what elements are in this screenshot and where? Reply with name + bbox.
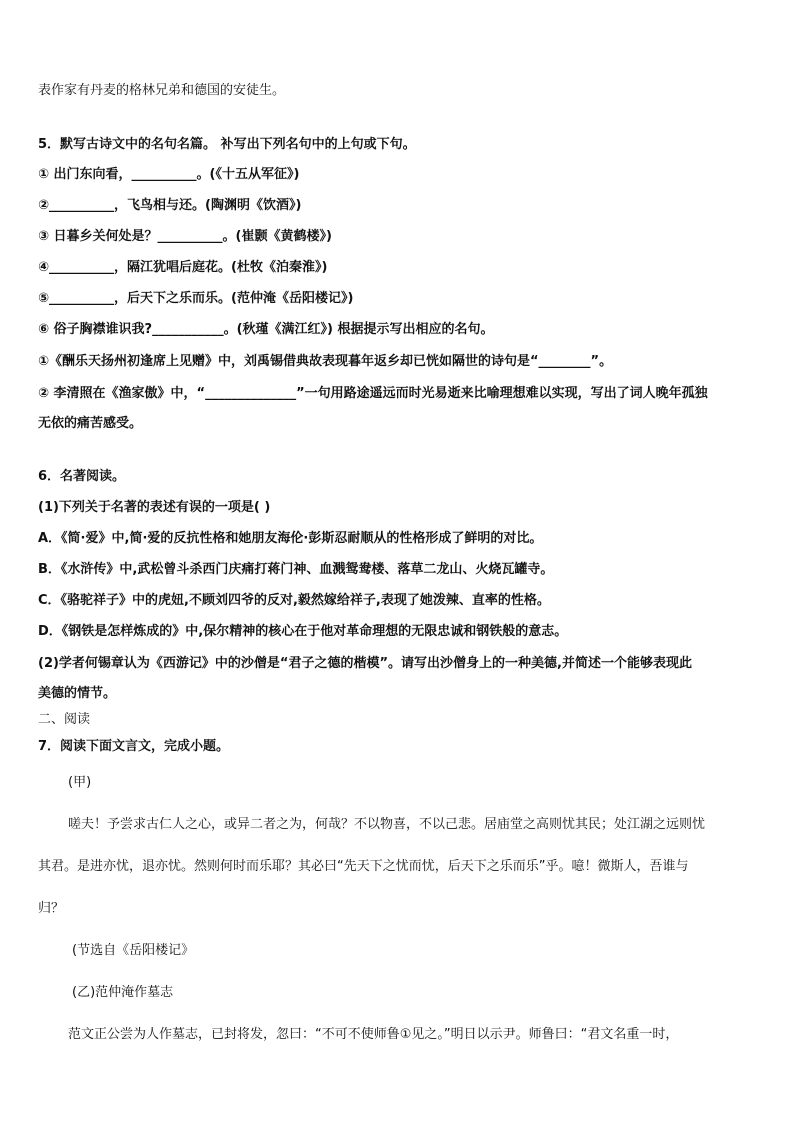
passage-a-line-3: 归？ bbox=[38, 901, 65, 916]
question-5-item-6: ⑥ 俗子胸襟谁识我?___________。(秋瑾《满江红》) 根据提示写出相应的名句。 bbox=[38, 322, 494, 337]
question-5-heading: 5．默写古诗文中的名句名篇。 补写出下列名句中的上句或下句。 bbox=[38, 137, 416, 152]
question-6-part-2: (2)学者何锡章认为《西游记》中的沙僧是“君子之德的楷模”。请写出沙僧身上的一种美德,并简述一个能够表现此 bbox=[38, 656, 692, 671]
question-5-item-1: ① 出门东向看，__________。(《十五从军征》) bbox=[38, 167, 300, 182]
question-5-prompt-2: ② 李清照在《渔家傲》中，“______________”一句用路途遥远而时光易逝来比喻理想难以实现，写出了词人晚年孤独 bbox=[38, 386, 708, 401]
option-d: D．《钢铁是怎样炼成的》中,保尔精神的核心在于他对革命理想的无限忠诚和钢铁般的意志。 bbox=[38, 624, 568, 639]
question-5-item-4: ④__________，隔江犹唱后庭花。(杜牧《泊秦淮》) bbox=[38, 260, 328, 275]
option-b: B．《水浒传》中,武松曾斗杀西门庆痛打蒋门神、血溅鸳鸯楼、落草二龙山、火烧瓦罐寺。 bbox=[38, 562, 554, 577]
option-a: A．《简·爱》中,简·爱的反抗性格和她朋友海伦·彭斯忍耐顺从的性格形成了鲜明的对比。 bbox=[38, 531, 543, 546]
passage-a-label: (甲) bbox=[68, 775, 92, 790]
passage-b-title: (乙)范仲淹作墓志 bbox=[72, 985, 174, 1000]
text-line: 表作家有丹麦的格林兄弟和德国的安徒生。 bbox=[38, 83, 286, 98]
question-6-part-2-cont: 美德的情节。 bbox=[38, 686, 117, 701]
passage-b-line-1: 范文正公尝为人作墓志，已封将发，忽曰：“不可不使师鲁①见之。”明日以示尹。师鲁曰：“君文名重一时， bbox=[68, 1027, 679, 1042]
option-c: C．《骆驼祥子》中的虎妞,不顾刘四爷的反对,毅然嫁给祥子,表现了她泼辣、直率的性格。 bbox=[38, 593, 550, 608]
passage-a-line-1: 嗟夫！予尝求古仁人之心，或异二者之为，何哉？不以物喜，不以己悲。居庙堂之高则忧其民；处江湖之远则忧 bbox=[68, 817, 706, 832]
question-5-item-2: ②__________，飞鸟相与还。(陶渊明《饮酒》) bbox=[38, 198, 302, 213]
passage-a-source: (节选自《岳阳楼记》 bbox=[72, 943, 195, 958]
question-6-heading: 6．名著阅读。 bbox=[38, 469, 126, 484]
question-5-item-5: ⑤__________，后天下之乐而乐。(范仲淹《岳阳楼记》) bbox=[38, 291, 354, 306]
question-7-heading: 7．阅读下面文言文，完成小题。 bbox=[38, 739, 230, 754]
passage-a-line-2: 其君。是进亦忧，退亦忧。然则何时而乐耶？其必曰“先天下之忧而忧，后天下之乐而乐”乎。噫！微斯人，吾谁与 bbox=[38, 859, 689, 874]
question-6-part-1: (1)下列关于名著的表述有误的一项是( ) bbox=[38, 500, 271, 515]
section-heading-reading: 二、阅读 bbox=[38, 712, 91, 727]
question-5-prompt-1: ①《酬乐天扬州初逢席上见赠》中，刘禹锡借典故表现暮年返乡却已恍如隔世的诗句是“________”。 bbox=[38, 354, 613, 369]
question-5-prompt-2-cont: 无依的痛苦感受。 bbox=[38, 416, 143, 431]
question-5-item-3: ③ 日暮乡关何处是？__________。(崔颢《黄鹤楼》) bbox=[38, 229, 332, 244]
